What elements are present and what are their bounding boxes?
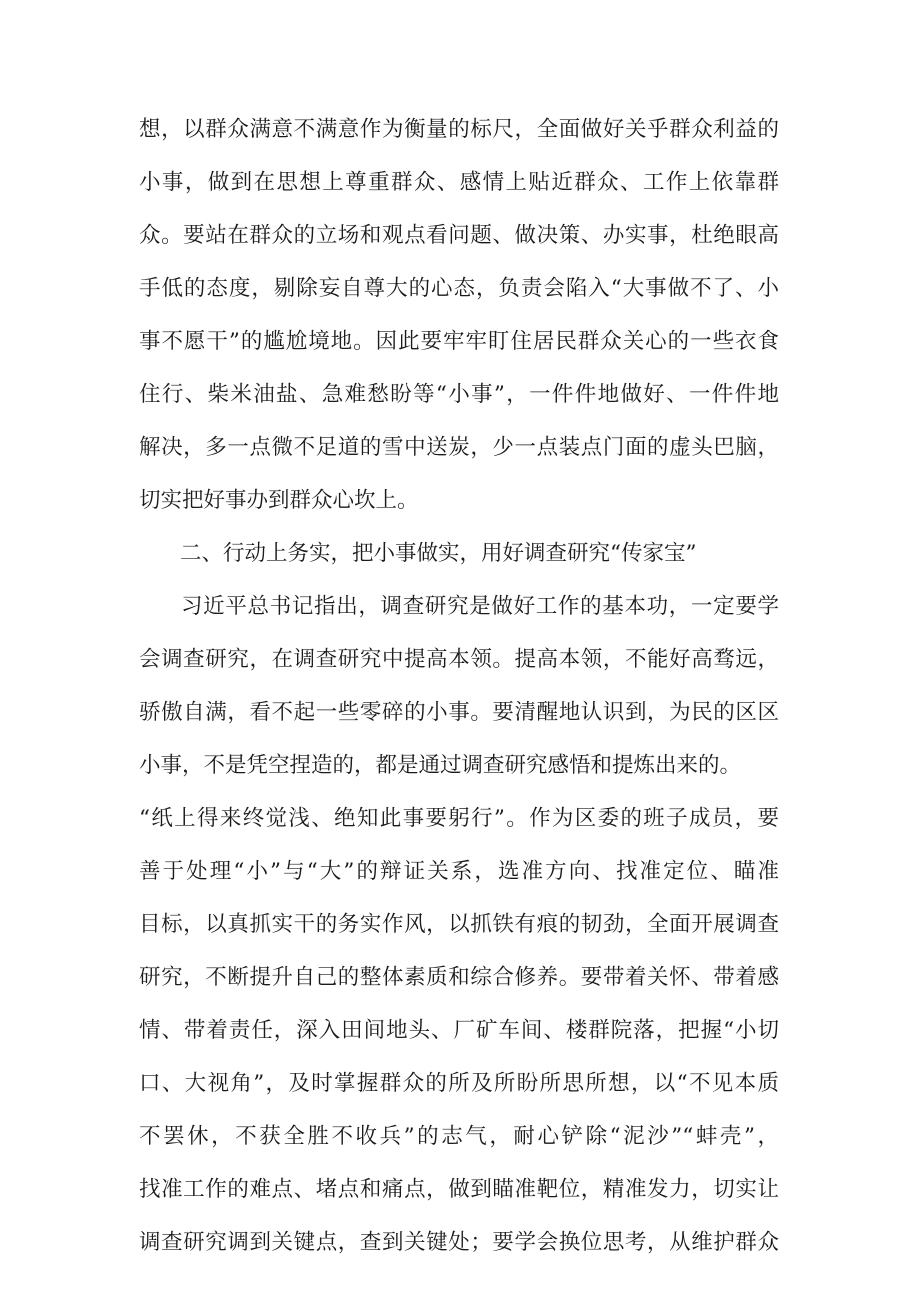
text-line: 不罢休，不获全胜不收兵”的志气，耐心铲除“泥沙”“蚌壳”， [139, 1124, 779, 1149]
text-line: 习近平总书记指出，调查研究是做好工作的基本功，一定要学 [181, 594, 779, 619]
text-line: “纸上得来终觉浅、绝知此事要躬行”。作为区委的班子成员，要 [139, 806, 779, 831]
text-line: 事不愿干”的尴尬境地。因此要牢牢盯住居民群众关心的一些衣食 [139, 329, 779, 354]
text-line: 手低的态度，剔除妄自尊大的心态，负责会陷入“大事做不了、小 [139, 276, 779, 301]
text-line: 小事，做到在思想上尊重群众、感情上贴近群众、工作上依靠群 [139, 170, 779, 195]
text-line: 众。要站在群众的立场和观点看问题、做决策、办实事，杜绝眼高 [139, 223, 779, 248]
text-line: 会调查研究，在调查研究中提高本领。提高本领，不能好高骛远， [139, 647, 779, 672]
text-line: 调查研究调到关键点，查到关键处；要学会换位思考，从维护群众 [139, 1230, 779, 1255]
text-line: 解决，多一点微不足道的雪中送炭，少一点装点门面的虚头巴脑， [139, 435, 779, 460]
text-line: 找准工作的难点、堵点和痛点，做到瞄准靶位，精准发力，切实让 [139, 1177, 779, 1202]
text-line: 口、大视角”，及时掌握群众的所及所盼所思所想，以“不见本质 [139, 1071, 779, 1096]
section-heading: 二、行动上务实，把小事做实，用好调查研究“传家宝” [180, 541, 697, 566]
text-line: 切实把好事办到群众心坎上。 [139, 488, 419, 513]
text-line: 骄傲自满，看不起一些零碎的小事。要清醒地认识到，为民的区区 [139, 700, 779, 725]
text-line: 研究，不断提升自己的整体素质和综合修养。要带着关怀、带着感 [139, 965, 779, 990]
text-line: 小事，不是凭空捏造的，都是通过调查研究感悟和提炼出来的。 [139, 753, 742, 778]
text-line: 善于处理“小”与“大”的辩证关系，选准方向、找准定位、瞄准 [139, 859, 779, 884]
text-line: 情、带着责任，深入田间地头、厂矿车间、楼群院落，把握“小切 [139, 1018, 779, 1043]
text-line: 想，以群众满意不满意作为衡量的标尺，全面做好关乎群众利益的 [139, 117, 779, 142]
text-line: 住行、柴米油盐、急难愁盼等“小事”，一件件地做好、一件件地 [139, 382, 779, 407]
text-line: 目标，以真抓实干的务实作风，以抓铁有痕的韧劲，全面开展调查 [139, 912, 779, 937]
